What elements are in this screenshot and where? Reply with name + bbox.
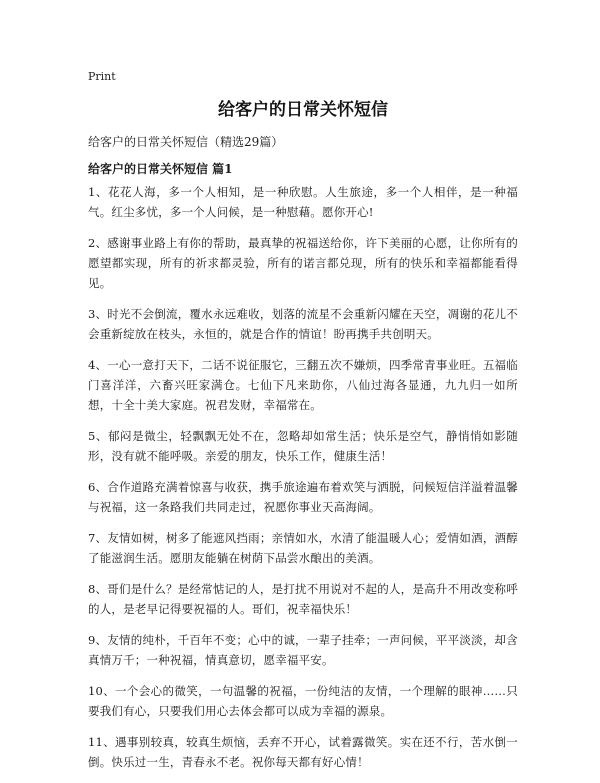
- paragraph: 1、花花人海，多一个人相知，是一种欣慰。人生旅途，多一个人相伴，是一种福气。红尘多忧，多一个人问候，是一种慰藉。愿你开心!: [88, 185, 518, 219]
- print-label[interactable]: Print: [88, 70, 116, 83]
- paragraph: 7、友情如树，树多了能遮风挡雨；亲情如水，水清了能温暖人心；爱情如酒，酒醇了能滋润生活。愿朋友能躺在树荫下品尝水酿出的美酒。: [88, 531, 518, 565]
- paragraph: 10、一个会心的微笑，一句温馨的祝福，一份纯洁的友情，一个理解的眼神……只要我们有心，只要我们用心去体会都可以成为幸福的源泉。: [88, 684, 518, 718]
- paragraph: 2、感谢事业路上有你的帮助，最真挚的祝福送给你，许下美丽的心愿，让你所有的愿望都实现，所有的祈求都灵验，所有的诺言都兑现，所有的快乐和幸福都能看得见。: [88, 236, 518, 290]
- paragraph: 4、一心一意打天下，二话不说征服它，三翻五次不嫌烦，四季常青事业旺。五福临门喜洋洋，六畜兴旺家满仓。七仙下凡来助你，八仙过海各显通，九九归一如所想，十全十美大家庭。祝君发财，幸福常在。: [88, 358, 518, 412]
- paragraph: 9、友情的纯朴，千百年不变；心中的诚，一辈子挂牵；一声问候，平平淡淡，却含真情万千；一种祝福，情真意切，愿幸福平安。: [88, 633, 518, 667]
- section-heading: 给客户的日常关怀短信 篇1: [88, 162, 233, 176]
- paragraph: 3、时光不会倒流，覆水永远难收，划落的流星不会重新闪耀在天空，凋谢的花儿不会重新绽放在枝头，永恒的，就是合作的情谊！盼再携手共创明天。: [88, 307, 518, 341]
- paragraph: 8、哥们是什么？是经常惦记的人，是打扰不用说对不起的人，是高升不用改变称呼的人，是老早记得要祝福的人。哥们，祝幸福快乐！: [88, 582, 518, 616]
- paragraph: 11、遇事别较真，较真生烦恼，丢弃不开心，试着露微笑。实在还不行，苦水倒一倒。快乐过一生，青春永不老。祝你每天都有好心情！: [88, 735, 518, 769]
- paragraph-list: [88, 182, 518, 783]
- paragraph: 6、合作道路充满着惊喜与收获，携手旅途遍布着欢笑与洒脱，问候短信洋溢着温馨与祝福，这一条路我们共同走过，祝愿你事业天高海阔。: [88, 480, 518, 514]
- paragraph: 5、郁闷是微尘，轻飘飘无处不在，忽略却如常生活；快乐是空气，静悄悄如影随形，没有就不能呼吸。亲爱的朋友，快乐工作，健康生活！: [88, 429, 518, 463]
- document-subtitle: 给客户的日常关怀短信（精选29篇）: [88, 135, 284, 149]
- document-title: 给客户的日常关怀短信: [218, 100, 388, 120]
